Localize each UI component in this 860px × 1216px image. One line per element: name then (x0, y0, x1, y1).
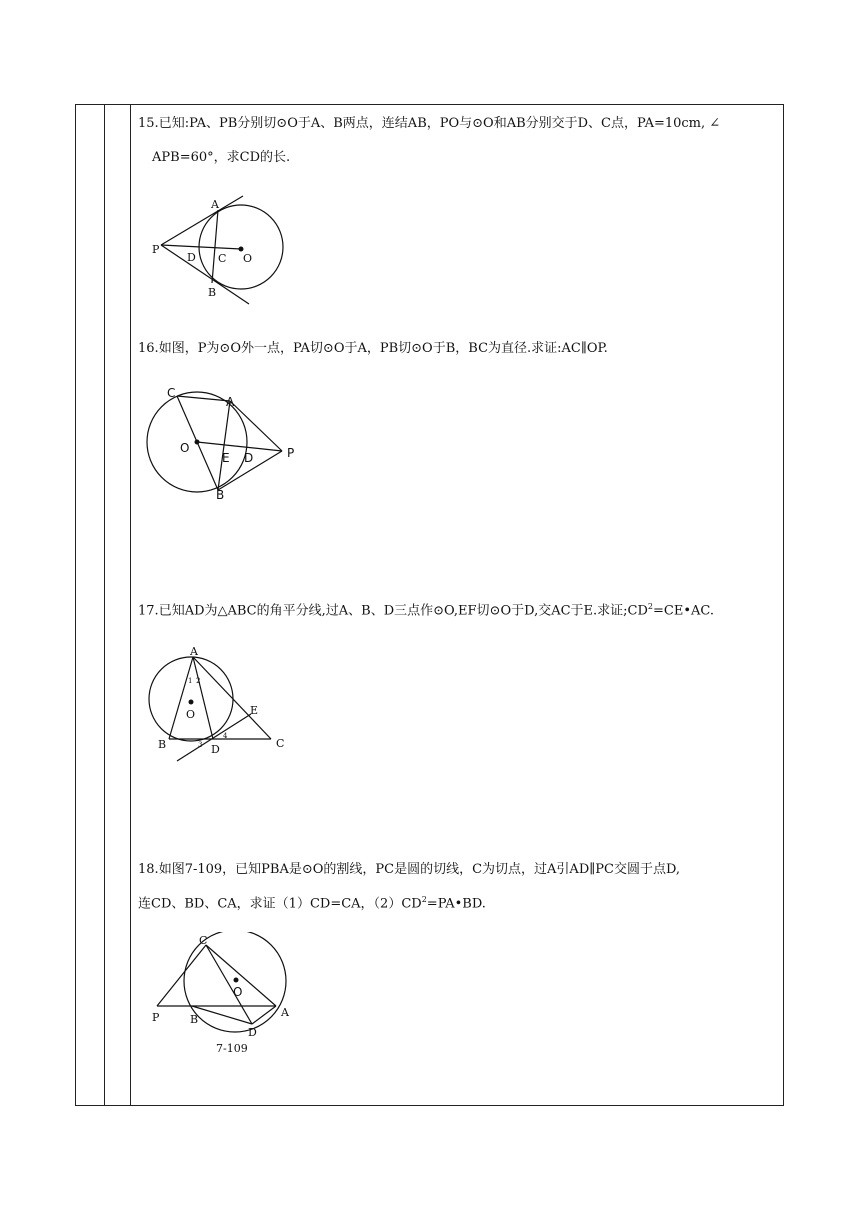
circle-o (149, 657, 233, 741)
tangent-pb (161, 245, 249, 304)
tangent-pa (230, 401, 282, 451)
label-o: O (233, 985, 243, 999)
label-a: A (190, 645, 198, 658)
label-b: B (216, 488, 225, 502)
bisector-ad (193, 657, 213, 739)
tangent-pa (161, 196, 243, 245)
label-b: B (208, 286, 217, 299)
problem-18-line-1: 18.如图7-109，已知PBA是⊙O的割线，PC是圆的切线，C为切点，过A引AD∥PC交圆于点D, (138, 862, 681, 877)
label-angle-3: 3 (198, 741, 203, 749)
label-angle-4: 4 (223, 732, 228, 740)
label-b: B (158, 738, 167, 751)
label-e: E (222, 451, 230, 465)
label-d: D (187, 251, 196, 264)
label-d: D (211, 743, 220, 756)
center-dot (239, 247, 244, 252)
label-p: P (152, 243, 160, 256)
label-d: D (248, 1026, 257, 1039)
label-c: C (218, 252, 227, 265)
column-divider-2 (130, 104, 131, 1106)
center-dot (234, 978, 239, 983)
center-dot (195, 440, 200, 445)
problem-15-line-2: APB=60°，求CD的长. (152, 150, 291, 165)
problem-16-figure (140, 382, 310, 504)
figure-caption: 7-109 (216, 1042, 248, 1055)
problem-18-line-2: 连CD、BD、CA，求证（1）CD=CA，$(2)CD^2=PA•BD$. (138, 895, 486, 912)
problem-18-figure (145, 932, 305, 1060)
label-a: A (281, 1006, 289, 1019)
problem-16-line-1: 16.如图，P为⊙O外一点，PA切⊙O于A，PB切⊙O于B，BC为直径.求证:AC∥OP. (138, 341, 608, 356)
problem-17-line-1: 17.已知AD为△ABC的角平分线,过A、B、D三点作⊙O,EF切⊙O于D,交AC于E.求证$;CD^2=CE•AC$. (138, 602, 715, 619)
label-o: O (186, 708, 196, 721)
problem-15-figure (145, 190, 295, 310)
label-a: A (226, 395, 235, 409)
label-angle-1: 1 (188, 677, 193, 685)
label-a: A (211, 198, 219, 211)
label-o: O (243, 252, 253, 265)
problem-17-figure (145, 640, 295, 766)
center-dot (189, 700, 194, 705)
label-c: C (276, 737, 285, 750)
label-e: E (250, 704, 259, 717)
segment-po (161, 245, 241, 249)
chord-ab (212, 210, 218, 283)
label-angle-2: 2 (196, 677, 201, 685)
segment-op (197, 442, 282, 451)
label-p: P (152, 1011, 160, 1024)
label-d: D (244, 451, 254, 465)
tangent-pc (157, 945, 206, 1006)
side-ab (169, 657, 196, 739)
problem-15-line-1: 15.已知:PA、PB分别切⊙O于A、B两点，连结AB，PO与⊙O和AB分别交于D、C点，PA=10cm, ∠ (138, 116, 721, 131)
label-o: O (180, 441, 190, 455)
label-p: P (287, 446, 295, 460)
column-divider-1 (104, 104, 105, 1106)
label-c: C (199, 934, 208, 947)
label-b: B (190, 1013, 199, 1026)
label-c: C (167, 386, 176, 400)
